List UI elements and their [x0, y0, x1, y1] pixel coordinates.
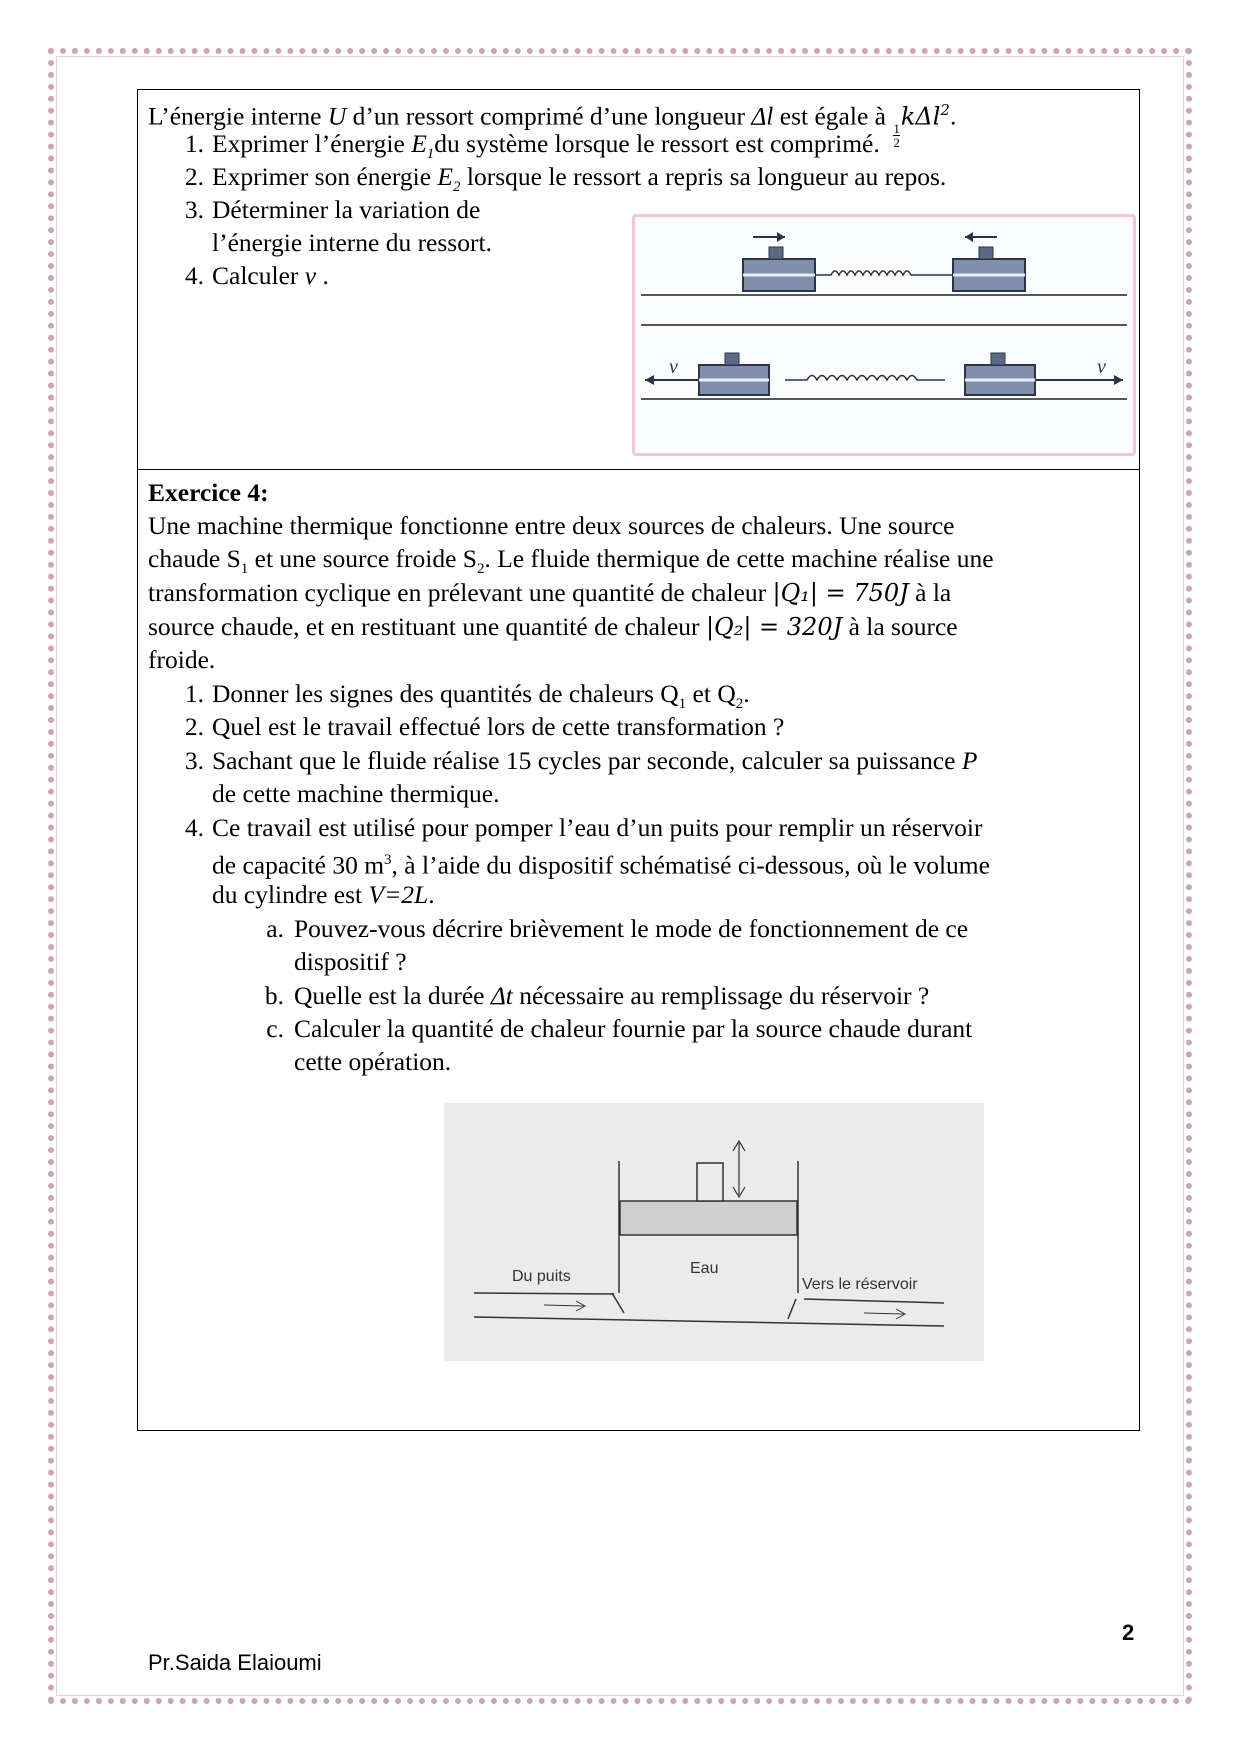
ex4-paragraph-line-4 — [148, 610, 958, 645]
question-text: Calculer — [212, 261, 305, 290]
inlet-arrow-line — [544, 1305, 584, 1306]
cart-left-bottom-knob — [725, 353, 739, 365]
question-text-end: . — [316, 261, 329, 290]
subquestion-text: Calculer la quantité de chaleur fournie par la source chaude durant — [294, 1014, 973, 1043]
pump-figure — [444, 1103, 984, 1361]
question-number: 4. — [184, 813, 204, 842]
question-number: 2. — [184, 712, 204, 741]
spring-relaxed — [785, 376, 945, 381]
subquestion-text: Quelle est la durée — [294, 981, 491, 1010]
piston — [620, 1201, 797, 1235]
text-segment: et une source froide S — [248, 544, 477, 573]
question-text: Sachant que le fluide réalise 15 cycles par seconde, calculer sa puissance — [212, 746, 962, 775]
cart-right-top-knob — [979, 247, 993, 259]
subquestion-letter: c. — [266, 1014, 284, 1043]
ex4-paragraph-line-5: froide. — [148, 645, 216, 674]
intro-formula: kΔl — [900, 102, 941, 131]
intro-end: . — [949, 101, 957, 131]
cart-right-bottom-knob — [991, 353, 1005, 365]
spring-diagram — [635, 217, 1133, 453]
text-segment: à la — [908, 578, 952, 607]
pump-diagram — [444, 1103, 984, 1361]
question-number: 1. — [184, 679, 204, 708]
question-text: Quel est le travail effectué lors de cette transformation ? — [212, 712, 785, 741]
ex4-question-3 — [168, 744, 977, 778]
page-number: 2 — [1122, 1620, 1135, 1645]
question-text: Exprimer son énergie — [212, 162, 438, 191]
superscript: 3 — [384, 852, 392, 868]
text-segment: . — [428, 880, 435, 909]
var-volume: V=2L — [368, 880, 429, 909]
question-number: 1. — [184, 129, 204, 158]
outlet-valve — [788, 1299, 796, 1319]
pipe-bottom — [474, 1317, 944, 1326]
ex4-paragraph-line-1: Une machine thermique fonctionne entre deux sources de chaleurs. Une source — [148, 511, 955, 540]
author-name: Pr.Saida Elaioumi — [148, 1650, 322, 1675]
subquestion-letter: a. — [266, 914, 284, 943]
exercise-frame — [137, 89, 1140, 1431]
var-e: E — [411, 129, 427, 158]
intro-var-dl: Δl — [751, 101, 774, 131]
var-v: v — [304, 261, 317, 290]
text-segment: source chaude, et en restituant une quantité de chaleur — [148, 612, 706, 641]
var-sub: 1 — [426, 146, 435, 163]
velocity-label-left: v — [669, 356, 678, 378]
velocity-label-right: v — [1097, 356, 1106, 378]
velocity-right-arrow-icon — [1114, 375, 1123, 385]
var-dt: Δt — [490, 981, 513, 1010]
subscript: 2 — [476, 561, 485, 578]
intro-fraction — [893, 122, 900, 149]
arrow-left-icon — [965, 232, 973, 242]
subscript: 1 — [240, 561, 249, 578]
ressort-question-4 — [168, 259, 329, 293]
text-segment: à la source — [842, 612, 958, 641]
text-segment: de capacité 30 m — [212, 850, 385, 880]
fraction-numerator: 1 — [893, 120, 900, 136]
arrow-right-icon — [777, 232, 785, 242]
ex4-question-4-line3 — [212, 878, 435, 912]
ressort-question-3-line2: l’énergie interne du ressort. — [212, 228, 492, 257]
ex4-question-4-line2 — [212, 844, 990, 882]
outlet-pipe-top — [804, 1299, 944, 1303]
intro-text-1: L’énergie interne — [148, 101, 328, 131]
ex4-subquestion-c-line2: cette opération. — [294, 1047, 452, 1076]
text-segment: , à l’aide du dispositif schématisé ci-dessous, où le volume — [391, 850, 990, 880]
intro-text-2: d’un ressort comprimé d’une longueur — [346, 101, 752, 131]
subscript: 2 — [735, 696, 744, 713]
intro-var-u: U — [327, 101, 347, 131]
fraction-denominator: 2 — [893, 134, 900, 150]
question-number: 3. — [184, 746, 204, 775]
label-eau: Eau — [690, 1260, 719, 1277]
ressort-question-3 — [168, 193, 480, 227]
piston-rod — [697, 1163, 723, 1201]
var-p: P — [961, 746, 978, 775]
text-segment: transformation cyclique en prélevant une quantité de chaleur — [148, 578, 773, 607]
ex4-question-2 — [168, 710, 784, 744]
question-number: 3. — [184, 195, 204, 224]
label-vers-le-reservoir: Vers le réservoir — [802, 1276, 918, 1293]
question-text-end: lorsque le ressort a repris sa longueur au repos. — [460, 162, 947, 191]
inlet-pipe-top — [474, 1293, 614, 1294]
question-text: Exprimer l’énergie — [212, 129, 412, 158]
subquestion-text: nécessaire au remplissage du réservoir ? — [512, 981, 930, 1010]
ex4-subquestion-a-line2: dispositif ? — [294, 947, 407, 976]
label-du-puits: Du puits — [512, 1268, 571, 1285]
ex4-subquestion-a — [256, 912, 968, 946]
subscript: 1 — [678, 696, 687, 713]
cart-left-top-knob — [769, 247, 783, 259]
spring-compressed — [815, 271, 953, 275]
ex4-question-4 — [168, 811, 982, 845]
q1-formula: |Q₁| = 750J — [772, 579, 909, 607]
ex4-question-3-line2: de cette machine thermique. — [212, 779, 500, 808]
ex4-subquestion-c — [256, 1012, 972, 1046]
text-segment: du cylindre est — [212, 880, 369, 909]
exercise-title: Exercice 4: — [148, 478, 269, 507]
question-text: . — [743, 679, 750, 708]
text-segment: . Le fluide thermique de cette machine réalise une — [484, 544, 994, 573]
outlet-arrow-line — [864, 1313, 904, 1314]
text-segment: chaude S — [148, 544, 241, 573]
subquestion-text: Pouvez-vous décrire brièvement le mode de fonctionnement de ce — [294, 914, 969, 943]
question-number: 2. — [184, 162, 204, 191]
intro-exponent: 2 — [940, 101, 950, 119]
intro-text-3: est égale à — [773, 101, 893, 131]
subquestion-letter: b. — [264, 981, 284, 1010]
var-sub: 2 — [453, 179, 461, 196]
q2-formula: |Q₂| = 320J — [705, 613, 843, 641]
exercise-4-cell — [138, 470, 1139, 1430]
ex4-paragraph-line-3 — [148, 576, 951, 611]
inlet-valve — [612, 1293, 624, 1313]
question-text: Ce travail est utilisé pour pomper l’eau d’un puits pour remplir un réservoir — [212, 813, 983, 842]
ressort-cell — [138, 90, 1139, 470]
spring-figure — [632, 214, 1136, 456]
question-text: Donner les signes des quantités de chaleurs Q — [212, 679, 679, 708]
question-number: 4. — [184, 261, 204, 290]
velocity-left-arrow-icon — [645, 375, 654, 385]
question-text-end: du système lorsque le ressort est comprimé. — [434, 129, 880, 158]
ex4-subquestion-b — [256, 979, 929, 1013]
var-e: E — [437, 162, 453, 191]
question-text: et Q — [686, 679, 736, 708]
question-text: Déterminer la variation de — [212, 195, 481, 224]
